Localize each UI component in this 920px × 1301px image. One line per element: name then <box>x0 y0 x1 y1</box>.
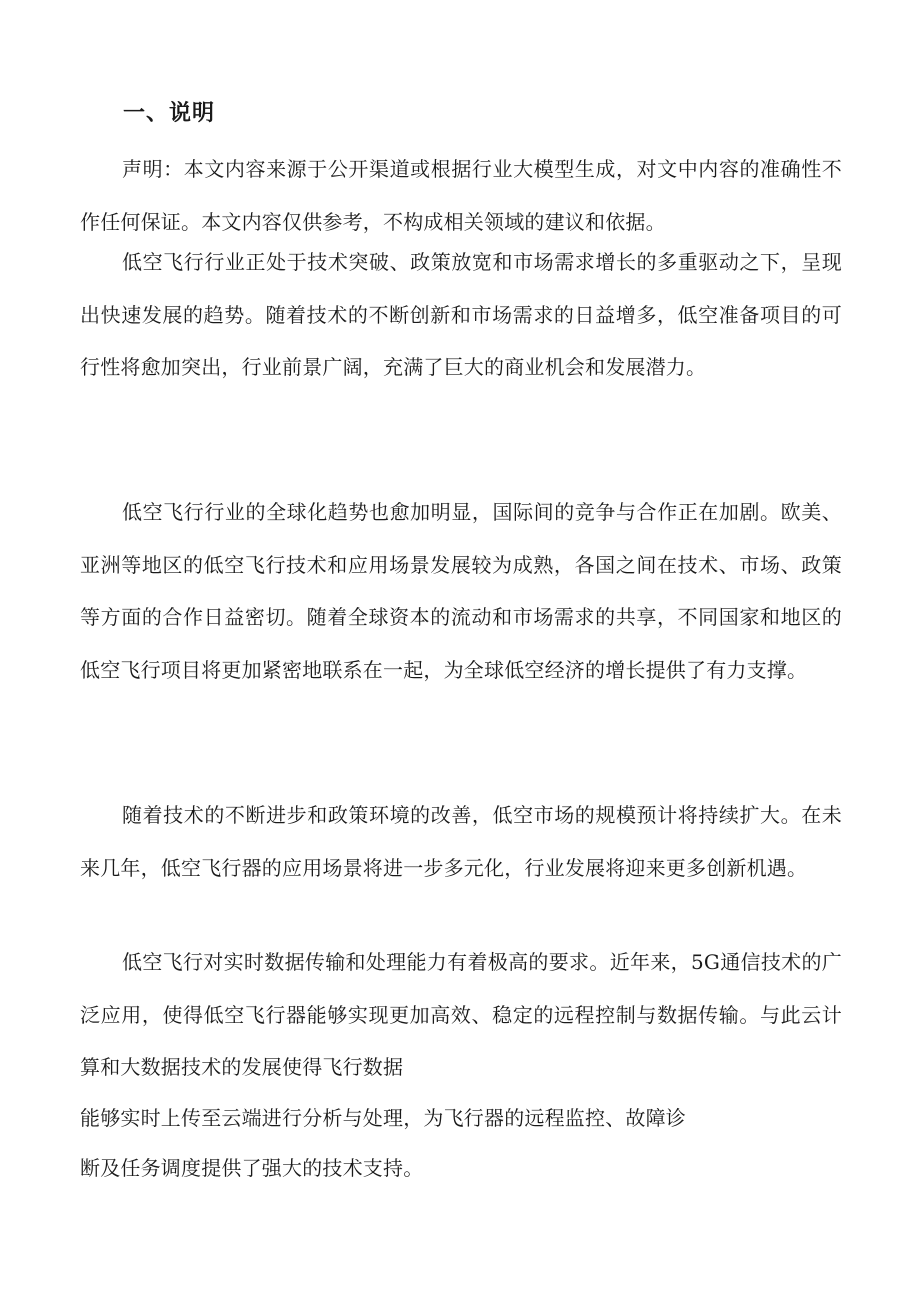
body-paragraph: 随着技术的不断进步和政策环境的改善，低空市场的规模预计将持续扩大。在未来几年，低空飞行器的应用场景将进一步多元化，行业发展将迎来更多创新机遇。 <box>80 803 842 880</box>
body-paragraph-continuation: 能够实时上传至云端进行分析与处理，为飞行器的远程监控、故障诊 <box>80 1106 686 1130</box>
body-paragraph-continuation: 断及任务调度提供了强大的技术支持。 <box>80 1156 424 1180</box>
body-paragraph: 低空飞行行业的全球化趋势也愈加明显，国际间的竞争与合作正在加剧。欧美、亚洲等地区的低空飞行技术和应用场景发展较为成熟，各国之间在技术、市场、政策等方面的合作日益密切。随着全球资本的流动和市场需求的共享，不同国家和地区的低空飞行项目将更加紧密地联系在一起，为全球低空经济的增长提供了有力支撑。 <box>80 500 842 682</box>
section-heading: 一、说明 <box>123 100 216 126</box>
disclaimer-paragraph: 声明：本文内容来源于公开渠道或根据行业大模型生成，对文中内容的准确性不作任何保证。本文内容仅供参考，不构成相关领域的建议和依据。 <box>80 157 842 234</box>
body-paragraph: 低空飞行对实时数据传输和处理能力有着极高的要求。近年来，5G通信技术的广泛应用，使得低空飞行器能够实现更加高效、稳定的远程控制与数据传输。与此云计算和大数据技术的发展使得飞行数据 <box>80 950 842 1080</box>
body-paragraph: 低空飞行行业正处于技术突破、政策放宽和市场需求增长的多重驱动之下，呈现出快速发展的趋势。随着技术的不断创新和市场需求的日益增多，低空准备项目的可行性将愈加突出，行业前景广阔，充满了巨大的商业机会和发展潜力。 <box>80 250 842 380</box>
